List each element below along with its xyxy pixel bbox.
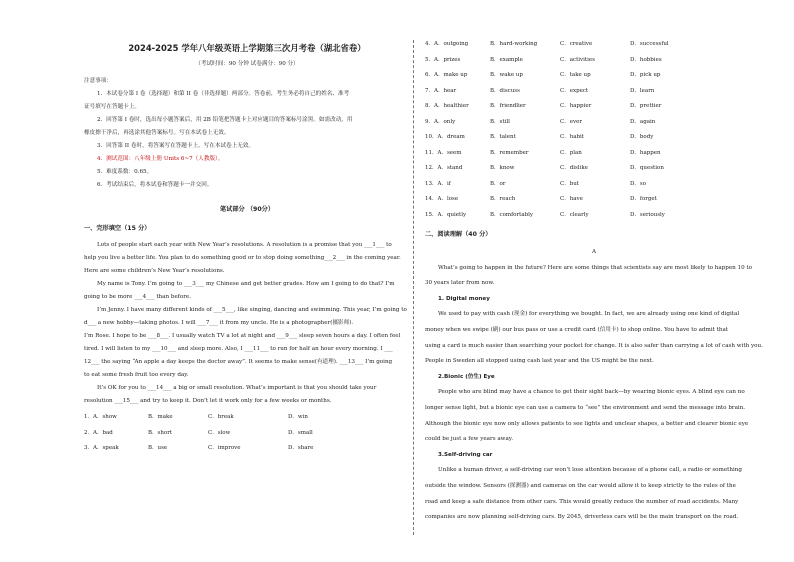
option-a: 6．A．make up (425, 72, 468, 78)
option-a: 5．A．prizes (425, 56, 461, 63)
cloze-line: Here are some children’s New Year’s resolutions. (84, 268, 225, 274)
option-a: 10．A．dream (425, 134, 465, 140)
notes (84, 75, 410, 192)
option-a: 3．A．speak (84, 445, 119, 451)
option-b: B．make (148, 414, 173, 420)
option-a: 15．A．quietly (425, 211, 467, 218)
option-a: 9．A．only (425, 118, 456, 125)
option-b: B．friendlier (490, 103, 526, 109)
option-b: B．know (490, 165, 515, 171)
option-c: C．activities (560, 56, 595, 63)
cloze-line: Lots of people start each year with New Year’s resolutions. A resolution is a promise that you ___1___ to (97, 242, 392, 248)
option-a: 13．A．if (425, 180, 451, 187)
option-d: D．seriously (630, 211, 665, 218)
option-b: B．discuss (490, 87, 520, 94)
option-b: B．still (490, 118, 510, 125)
option-d: D．hobbies (630, 56, 662, 63)
reading-line: companies are now planning self-driving cars. By 2045, driverless cars will be the main transport on the road. (425, 514, 739, 521)
option-c: C．improve (208, 445, 241, 451)
reading-line: outside the window. Sensors (探测器) and cameras on the car would allow it to keep strictly to the rules of the (425, 482, 736, 489)
option-row (425, 37, 763, 53)
cloze-header: 一、完形填空（15 分） (84, 225, 151, 232)
cloze-line: 12___ the saying “An apple a day keeps the doctor away”. It seems to make sense(有道理). ___13___ I’m going (84, 359, 393, 365)
option-d: D．successful (630, 41, 669, 47)
note-line: 1．本试卷分第 I 卷（选择题）和第 II 卷（非选择题）两部分。答卷前，考生务必将自己的姓名、准考 (97, 91, 350, 97)
option-row (84, 410, 410, 426)
option-c: C．happier (560, 103, 592, 109)
option-row (425, 161, 763, 177)
option-row (425, 208, 763, 224)
reading-line: road and keep a safe distance from other cars. This would greatly reduce the number of road accidents. Many (425, 498, 739, 505)
option-a: 11．A．seem (425, 149, 462, 156)
reading-line: Unlike a human driver, a self-driving car won’t lose attention because of a phone call, a radio or something (438, 467, 742, 474)
option-a: 8．A．healthier (425, 103, 469, 109)
option-b: B．example (490, 56, 523, 63)
cloze-line: It’s OK for you to ___14___ a big or small resolution. What’s important is that you should take your (97, 385, 377, 391)
notes-header: 注意事项： (84, 78, 112, 84)
option-row (425, 130, 763, 146)
option-d: D．learn (630, 87, 655, 94)
cloze-line: to eat some fresh fruit too every day. (84, 372, 189, 378)
note-line: 6．考试结束后，将本试卷和答题卡一并交回。 (97, 182, 213, 188)
exam-subtitle: （考试时间：90 分钟 试卷满分：90 分） (195, 61, 299, 67)
option-row (425, 99, 763, 115)
cloze-line: I’m Jenny. I have many different kinds of ___5___, like singing, dancing and swimming. This year, I’m going to (97, 307, 407, 313)
reading-line: We used to pay with cash (现金) for everything we bought. In fact, we are already using one kind of digital (438, 311, 740, 318)
option-b: B．reach (490, 196, 516, 202)
option-row (425, 177, 763, 193)
option-b: B．comfortably (490, 211, 534, 218)
option-c: C．have (560, 196, 583, 202)
option-a: 12．A．stand (425, 165, 463, 171)
cloze-line: d___ a new hobby—taking photos. I will ___7___ it from my uncle. He is a photographer(摄影师). (84, 320, 354, 326)
option-row (425, 192, 763, 208)
option-c: C．ever (560, 118, 582, 125)
option-a: 1．A．show (84, 414, 117, 420)
reading-line: 30 years later from now. (425, 280, 495, 287)
option-b: B．remember (490, 149, 529, 156)
cloze-line: help you live a better life. You plan to do something good or to stop doing something___2___ in the coming year. (84, 255, 401, 261)
cloze-options-continued (425, 37, 763, 223)
reading-header: 二、阅读理解（40 分） (425, 231, 492, 238)
cloze-line: My name is Tony. I’m going to ___3___ my Chinese and get better grades. How am I going to do that? I’m (97, 281, 395, 287)
option-d: D．win (288, 414, 308, 420)
option-a: 4．A．outgoing (425, 41, 469, 47)
passage-label: A (591, 249, 597, 255)
reading-subheading: 3.Self-driving car (438, 451, 493, 458)
option-d: D．pick up (630, 72, 661, 78)
reading-line: Although the bionic eye now only allows patients to see lights and unclear shapes, a better and clearer bionic eye (425, 420, 749, 427)
note-line: 2．回答第 I 卷时，选出每小题答案后，用 2B 铅笔把答题卡上对应题目的答案标号涂黑。如需改动，用 (97, 117, 353, 123)
cloze-line: I’m Rose. I hope to be ___8___. I usually watch TV a lot at night and ___9___ sleep seven hours a day. I often feel (84, 333, 401, 339)
option-b: B．use (148, 445, 168, 451)
option-d: D．prettier (630, 103, 662, 109)
exam-title: 2024-2025 学年八年级英语上学期第三次月考卷（湖北省卷） (128, 43, 366, 53)
cloze-options (84, 410, 410, 457)
option-c: C．slow (208, 429, 231, 436)
option-b: B．talent (490, 134, 516, 140)
cloze-passage (84, 239, 410, 408)
reading-line: People in Sweden all stopped using cash last year and the US might be the next. (425, 358, 654, 365)
note-line: 5．难度系数：0.65。 (97, 169, 153, 175)
reading-subheading: 1. Digital money (438, 295, 490, 302)
option-d: D．small (288, 429, 313, 436)
option-a: 2．A．bad (84, 429, 113, 436)
option-c: C．dislike (560, 165, 588, 171)
cloze-line: tired. I will listen to my ___10___ and sleep more. Also, I ___11___ to run for half an hour every morning. I ___ (84, 346, 393, 352)
section-title: 笔试部分 （90分） (219, 206, 275, 213)
option-d: D．body (630, 134, 654, 140)
reading-line: longer sense light, but a bionic eye can use a camera to “see” the environment and send the message into brain. (425, 404, 746, 411)
option-row (84, 426, 410, 442)
cloze-line: resolution ___15___ and try to keep it. Don’t let it work only for a few weeks or months. (84, 398, 332, 404)
cloze-line: going to be more ___4___ than before. (84, 294, 191, 300)
note-line: 4．测试范围：八年级上册 Units 6~7（人教版）。 (97, 156, 224, 162)
reading-subheading: 2.Bionic (仿生) Eye (438, 373, 495, 380)
option-d: D．question (630, 165, 664, 171)
option-d: D．again (630, 118, 656, 125)
option-b: B．hard-working (490, 41, 538, 47)
option-row (425, 68, 763, 84)
option-row (425, 84, 763, 100)
option-c: C．but (560, 180, 579, 187)
reading-line: using a card is much easier than searching your pocket for change. It is also safer than carrying a lot of cash with you. (425, 342, 763, 349)
option-b: B．wake up (490, 72, 523, 78)
option-b: B．or (490, 180, 506, 187)
option-d: D．share (288, 445, 314, 451)
option-d: D．forget (630, 196, 657, 202)
option-c: C．plan (560, 149, 582, 156)
option-b: B．short (148, 429, 173, 436)
option-a: 7．A．hear (425, 87, 457, 94)
note-line: 3．回答第 II 卷时，将答案写在答题卡上。写在本试卷上无效。 (97, 143, 254, 149)
reading-line: People who are blind may have a chance to get their sight back—by wearing bionic eyes. A blind eye can no (438, 389, 745, 396)
note-line: 橡皮擦干净后，再选涂其他答案标号。写在本试卷上无效。 (84, 130, 230, 136)
option-a: 14．A．lose (425, 196, 459, 202)
option-c: C．habit (560, 134, 585, 140)
option-row (425, 146, 763, 162)
option-d: D．happen (630, 149, 661, 156)
reading-line: could be just a few years away. (425, 436, 513, 443)
option-d: D．so (630, 180, 647, 187)
left-column (84, 38, 410, 457)
option-row (425, 115, 763, 131)
option-c: C．take up (560, 72, 591, 78)
note-line: 证号填写在答题卡上。 (84, 104, 140, 110)
option-c: C．creative (560, 41, 593, 47)
option-c: C．break (208, 414, 234, 420)
right-column (425, 37, 763, 526)
column-divider (413, 40, 414, 535)
option-row (425, 53, 763, 69)
option-c: C．expect (560, 87, 589, 94)
reading-line: What’s going to happen in the future? Here are some things that scientists say are most likely to happen 10 to (438, 264, 753, 271)
option-c: C．clearly (560, 211, 589, 218)
reading-line: money when we swipe (刷) our bus pass or use a credit card (信用卡) to shop online. You have to admit that (425, 326, 729, 333)
option-row (84, 441, 410, 457)
